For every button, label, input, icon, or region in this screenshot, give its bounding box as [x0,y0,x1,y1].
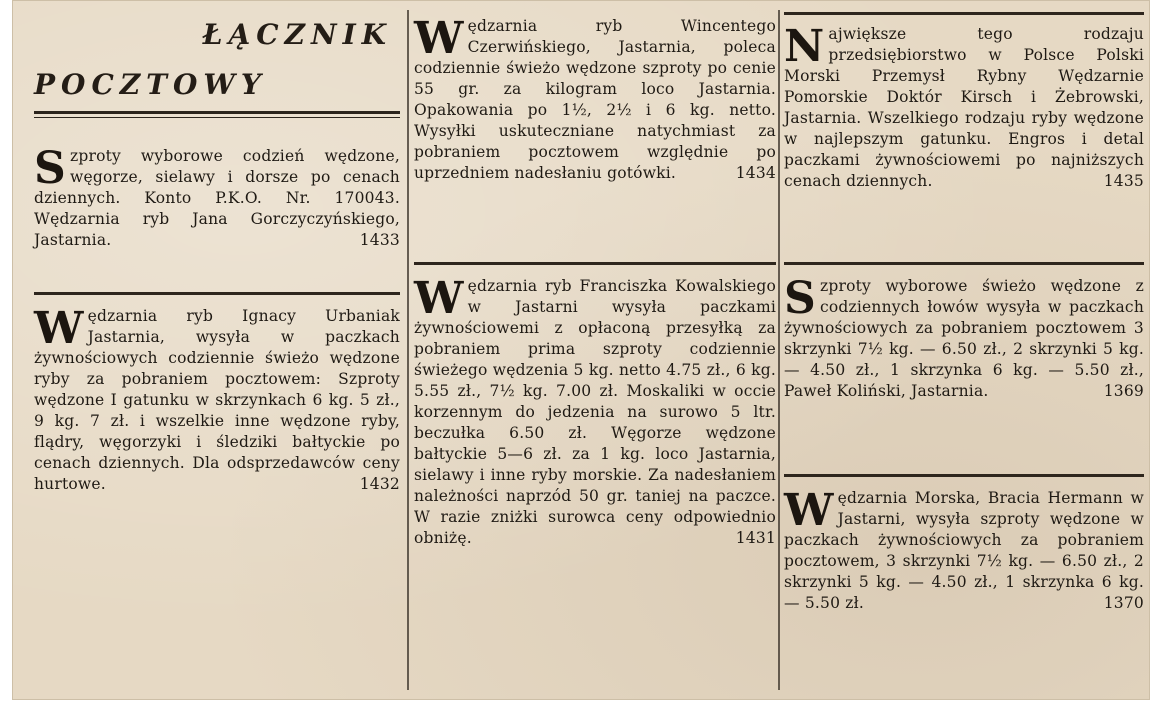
ad-separator [784,474,1144,477]
ad-separator [414,262,776,265]
ad-wedzarnia-morska [784,485,1144,614]
column-divider [407,10,409,690]
ad-text: ędzarnia ryb Ignacy Urbaniak Jastarnia, wysyła w paczkach żywnościowych codziennie świeżo wędzone ryby za pobraniem pocztowem: Szproty wędzone I gatunku w skrzynkach 6 kg. 5 zł., 9 kg. 7 zł. i wszelkie inne wędzone ryby, flądry, węgorzyki i śledziki bałtyckie po cenach dziennych. Dla odsprzedawców ceny hurtowe. [34,307,400,493]
ad-text: zproty wyborowe świeżo wędzone z codziennych łowów wysyła w paczkach żywnościowych za pobraniem pocztowem 3 skrzynki 7½ kg. — 6.50 zł., 2 skrzynki 5 kg. — 4.50 zł., 1 skrzynka 6 kg. — 5.50 zł., Paweł Koliński, Jastarnia. [784,277,1144,400]
drop-cap: N [784,21,825,72]
ad-separator [784,262,1144,265]
ad-number: 1434 [735,164,776,182]
ad-number: 1370 [1103,594,1144,612]
drop-cap: W [34,303,84,354]
column-1 [34,0,400,700]
ad-number: 1435 [1103,172,1144,190]
top-rule [784,12,1144,15]
column-2 [414,0,776,700]
ad-text: ędzarnia Morska, Bracia Hermann w Jastarni, wysyła szproty wędzone w paczkach żywnościowych za pobraniem pocztowem, 3 skrzynki 7½ kg. — 6.50 zł., 2 skrzynki 5 kg. — 4.50 zł., 1 skrzynka 6 kg. — 5.50 zł. [784,489,1144,612]
newspaper-clipping [12,0,1150,700]
ad-czerwinski [414,13,776,184]
ad-text: ędzarnia ryb Wincentego Czerwińskiego, Jastarnia, poleca codziennie świeżo wędzone szproty po cenie 55 gr. za kilogram loco Jastarnia. Opakowania po 1½, 2½ i 6 kg. netto. Wysyłki uskuteczniane natychmiast za pobraniem pocztowem względnie po uprzedniem nadesłaniu gotówki. [414,17,776,182]
drop-cap: W [414,13,464,64]
ad-kowalski [414,273,776,549]
ad-separator [34,292,400,295]
ad-text: ajwiększe tego rodzaju przedsiębiorstwo w Polsce Polski Morski Przemysł Rybny Wędzarnie Pomorskie Doktór Kirsch i Żebrowski, Jastarnia. Wszelkiego rodzaju ryby wędzone w najlepszym gatunku. Engros i detal paczkami żywnościowemi po najniższych cenach dziennych. [784,25,1144,190]
ad-number: 1433 [359,231,400,249]
masthead [34,18,400,110]
ad-text: zproty wyborowe codzień wędzone, węgorze, sielawy i dorsze po cenach dziennych. Konto P.K.O. Nr. 170043. Wędzarnia ryb Jana Gorczyczyńskiego, Jastarnia. [34,147,400,249]
ad-number: 1432 [359,475,400,493]
ad-text: ędzarnia ryb Franciszka Kowalskiego w Jastarni wysyła paczkami żywnościowemi z opłaconą przesyłką za pobraniem prima szproty codziennie świeżego wędzenia 5 kg. netto 4.75 zł., 6 kg. 5.55 zł., 7½ kg. 7.00 zł. Moskaliki w occie korzennym do jedzenia na surowo 5 ltr. beczułka 6.50 zł. Węgorze wędzone bałtyckie 5—6 zł. za 1 kg. loco Jastarnia, sielawy i inne ryby morskie. Za nadesłaniem należności naprzód 50 gr. taniej na paczce. W razie zniżki surowca ceny odpowiednio obniżę. [414,277,776,547]
column-3 [784,0,1144,700]
ad-kolinski [784,273,1144,402]
ad-gorczyczynski [34,143,400,251]
ad-wedzarnie-pomorskie [784,21,1144,192]
ad-number: 1369 [1103,382,1144,400]
drop-cap: W [414,273,464,324]
masthead-line-2: POCZTOWY [34,68,267,101]
masthead-rule [34,111,400,114]
ad-number: 1431 [735,529,776,547]
masthead-line-1: ŁĄCZNIK [202,18,392,51]
column-divider [778,10,780,690]
ad-urbaniak [34,303,400,495]
drop-cap: S [34,143,66,194]
drop-cap: W [784,485,834,536]
masthead-rule [34,117,400,118]
drop-cap: S [784,273,816,324]
